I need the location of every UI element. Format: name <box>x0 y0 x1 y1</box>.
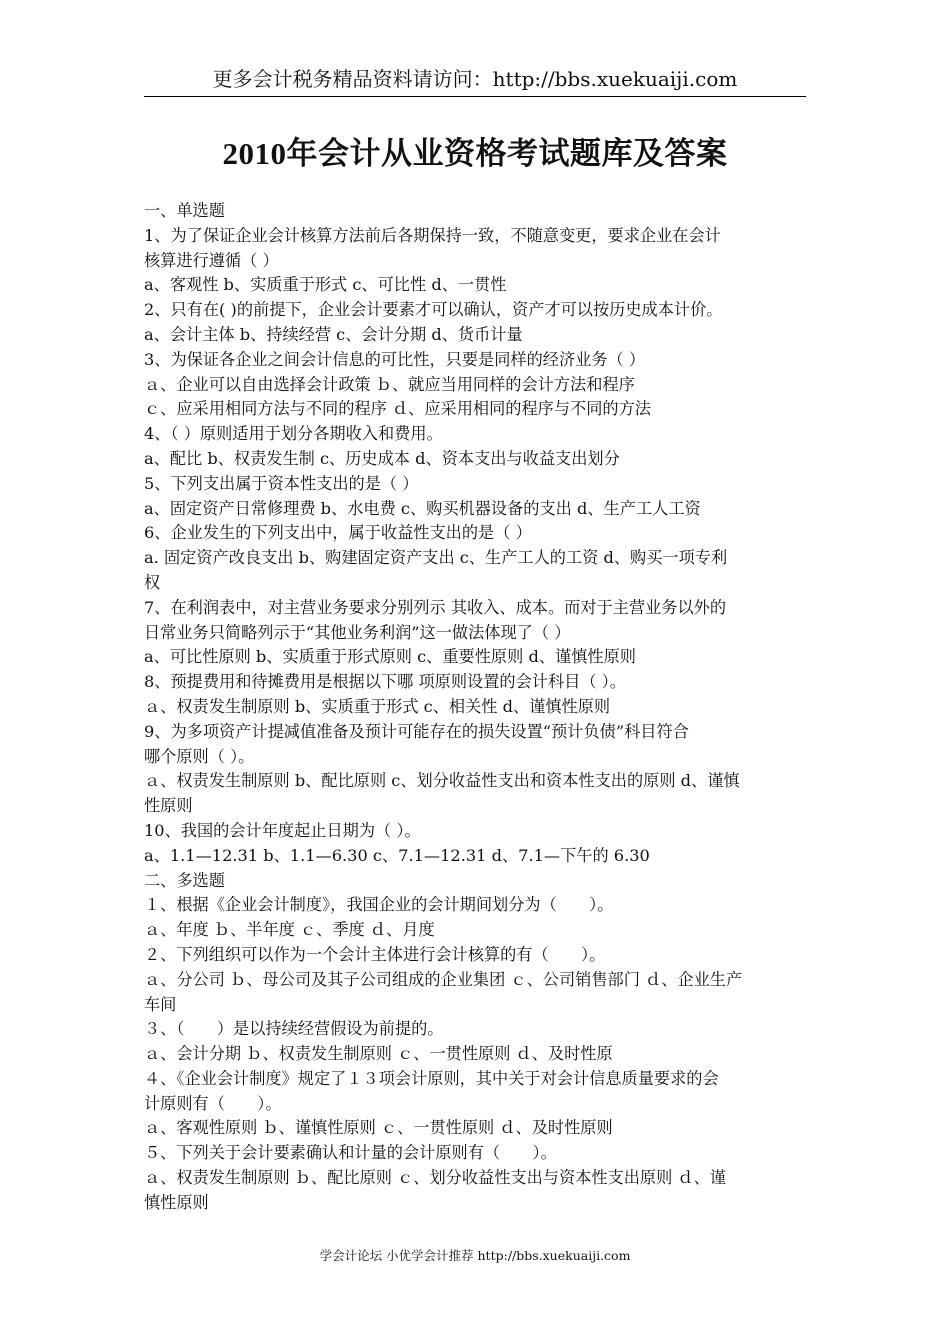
text-line: a、可比性原则 b、实质重于形式原则 c、重要性原则 d、谨慎性原则 <box>144 647 636 667</box>
text-line: 权 <box>144 572 161 592</box>
text-line: 哪个原则（ ）。 <box>144 746 255 766</box>
text-line: ２、下列组织可以作为一个会计主体进行会计核算的有（ ）。 <box>144 944 606 964</box>
text-line: 慎性原则 <box>144 1192 209 1212</box>
text-line: a、配比 b、权责发生制 c、历史成本 d、资本支出与收益支出划分 <box>144 448 620 468</box>
text-line: ｃ、应采用相同方法与不同的程序 ｄ、应采用相同的程序与不同的方法 <box>144 399 651 419</box>
text-line: a、会计主体 b、持续经营 c、会计分期 d、货币计量 <box>144 324 523 344</box>
text-line: ａ、年度 ｂ、半年度 ｃ、季度 ｄ、月度 <box>144 920 435 940</box>
document-body <box>144 199 808 1216</box>
text-line: a、1.1—12.31 b、1.1—6.30 c、7.1—12.31 d、7.1—下午的 6.30 <box>144 845 650 865</box>
text-line: 9、为多项资产计提减值准备及预计可能存在的损失设置“预计负债”科目符合 <box>144 721 689 741</box>
text-line: ａ、权责发生制原则 b、配比原则 c、划分收益性支出和资本性支出的原则 d、谨慎 <box>144 771 740 791</box>
text-line: 1、为了保证企业会计核算方法前后各期保持一致，不随意变更，要求企业在会计 <box>144 225 721 245</box>
text-line: 性原则 <box>144 796 193 816</box>
text-line: 一、单选题 <box>144 201 225 220</box>
text-line: ａ、权责发生制原则 b、实质重于形式 c、相关性 d、谨慎性原则 <box>144 696 611 716</box>
text-line: 4、（ ）原则适用于划分各期收入和费用。 <box>144 424 443 444</box>
text-line: ３、（ ）是以持续经营假设为前提的。 <box>144 1019 444 1039</box>
text-line: 计原则有（ ）。 <box>144 1093 282 1113</box>
text-line: ａ、权责发生制原则 ｂ、配比原则 ｃ、划分收益性支出与资本性支出原则 ｄ、谨 <box>144 1168 726 1188</box>
page-header <box>144 62 806 97</box>
text-line: ａ、分公司 ｂ、母公司及其子公司组成的企业集团 ｃ、公司销售部门 ｄ、企业生产 <box>144 969 743 989</box>
text-line: ４、《企业会计制度》规定了１３项会计原则，其中关于对会计信息质量要求的会 <box>144 1068 719 1088</box>
text-line: a、固定资产日常修理费 b、水电费 c、购买机器设备的支出 d、生产工人工资 <box>144 498 701 518</box>
text-line: 8、预提费用和待摊费用是根据以下哪 项原则设置的会计科目（ ）。 <box>144 672 626 692</box>
text-line: 3、为保证各企业之间会计信息的可比性，只要是同样的经济业务（ ） <box>144 349 646 369</box>
text-line: 7、在利润表中，对主营业务要求分别列示 其收入、成本。而对于主营业务以外的 <box>144 597 727 617</box>
text-line: 2、只有在( )的前提下，企业会计要素才可以确认，资产才可以按历史成本计价。 <box>144 300 723 320</box>
text-line: 日常业务只简略列示于“其他业务利润”这一做法体现了（ ） <box>144 622 571 642</box>
text-line: ａ、企业可以自由选择会计政策 ｂ、就应当用同样的会计方法和程序 <box>144 374 635 394</box>
header-text: 更多会计税务精品资料请访问：http://bbs.xuekuaiji.com <box>212 67 738 91</box>
text-line: ａ、客观性原则 ｂ、谨慎性原则 ｃ、一贯性原则 ｄ、及时性原则 <box>144 1118 613 1138</box>
document-title: 2010年会计从业资格考试题库及答案 <box>222 136 728 171</box>
text-line: 10、我国的会计年度起止日期为（ ）。 <box>144 820 421 840</box>
text-line: １、根据《企业会计制度》，我国企业的会计期间划分为（ ）。 <box>144 895 614 915</box>
text-line: 5、下列支出属于资本性支出的是（ ） <box>144 473 419 493</box>
text-line: ５、下列关于会计要素确认和计量的会计原则有（ ）。 <box>144 1143 557 1163</box>
text-line: 车间 <box>144 994 177 1014</box>
text-line: 二、多选题 <box>144 870 225 890</box>
text-line: ａ、会计分期 ｂ、权责发生制原则 ｃ、一贯性原则 ｄ、及时性原 <box>144 1044 613 1064</box>
page-footer <box>0 1247 950 1265</box>
footer-text: 学会计论坛 小优学会计推荐 http://bbs.xuekuaiji.com <box>319 1248 631 1263</box>
text-line: a. 固定资产改良支出 b、购建固定资产支出 c、生产工人的工资 d、购买一项专利 <box>144 548 728 568</box>
text-line: 核算进行遵循（ ） <box>144 250 279 270</box>
text-line: 6、企业发生的下列支出中，属于收益性支出的是（ ） <box>144 523 532 543</box>
text-line: a、客观性 b、实质重于形式 c、可比性 d、一贯性 <box>144 275 507 295</box>
